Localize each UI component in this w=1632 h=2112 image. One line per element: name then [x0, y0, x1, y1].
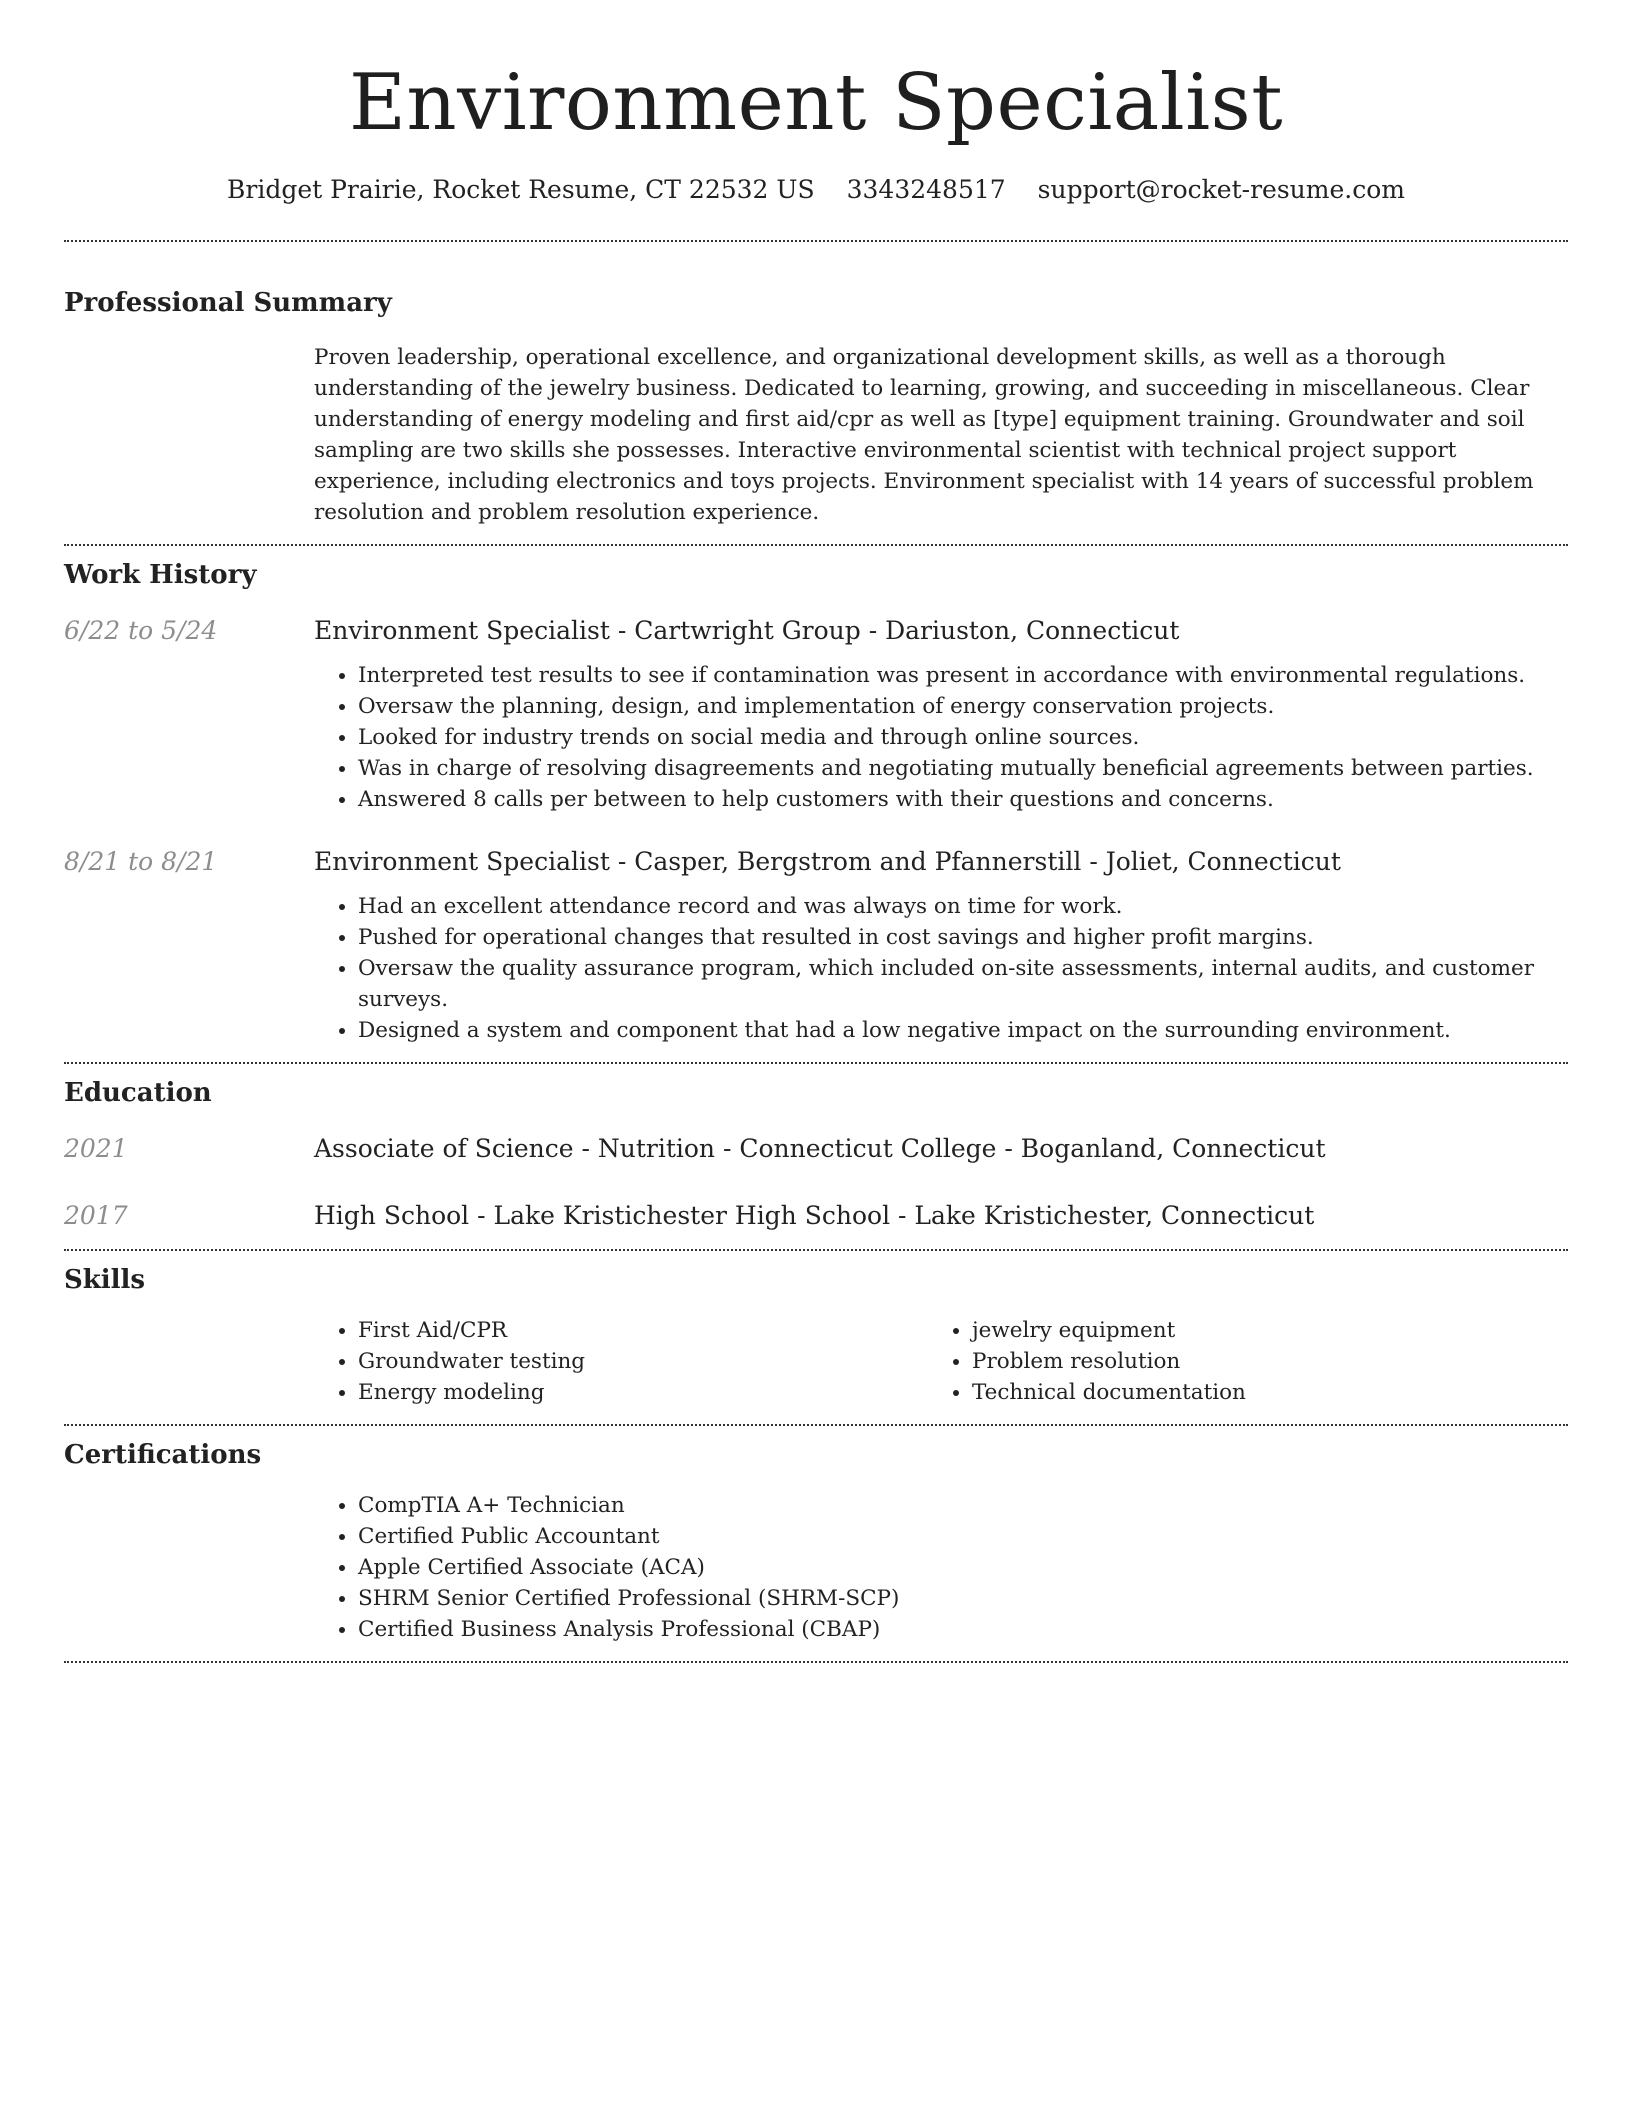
certification-item: • CompTIA A+ Technician	[358, 1490, 1568, 1521]
job-entry	[64, 845, 1568, 1046]
education-divider	[64, 1249, 1568, 1251]
work-history-section	[64, 558, 1568, 1046]
job-bullet: • Oversaw the quality assurance program, which included on-site assessments, internal audits, and customer surveys.	[358, 953, 1568, 1015]
job-bullets	[314, 660, 1568, 815]
skills-list-right	[928, 1315, 1542, 1408]
summary-heading: Professional Summary	[64, 288, 392, 318]
education-section	[64, 1076, 1568, 1233]
education-line	[314, 1132, 1568, 1166]
skills-grid	[314, 1315, 1568, 1408]
certifications-list	[314, 1490, 1568, 1645]
skills-divider	[64, 1424, 1568, 1426]
header-divider	[64, 240, 1568, 242]
skill-item: • Energy modeling	[358, 1377, 928, 1408]
summary-text: Proven leadership, operational excellence, and organizational development skills, as well as a thorough understanding of the jewelry business. Dedicated to learning, growing, and succeeding in miscellaneous. Clear understanding of energy modeling and first aid/cpr as well as [type] equipment training. Groundwater and soil sampling are two skills she possesses. Interactive environmental scientist with technical project support experience, including electronics and toys projects. Environment specialist with 14 years of successful problem resolution and problem resolution experience.	[314, 345, 1534, 525]
job-role: Environment Specialist	[314, 616, 610, 645]
education-degree: Associate of Science - Nutrition	[314, 1134, 716, 1163]
job-dates: 6/22 to 5/24	[64, 616, 218, 645]
skills-section	[64, 1263, 1568, 1408]
certifications-left-spacer	[64, 1490, 314, 1645]
job-bullet: • Had an excellent attendance record and was always on time for work.	[358, 891, 1568, 922]
job-title	[314, 845, 1568, 879]
certification-item: • Certified Business Analysis Professional (CBAP)	[358, 1614, 1568, 1645]
skill-item: • First Aid/CPR	[358, 1315, 928, 1346]
skill-item: • Problem resolution	[972, 1346, 1542, 1377]
candidate-name: Environment Specialist	[348, 58, 1284, 148]
job-dates: 8/21 to 8/21	[64, 847, 218, 876]
certification-item: • SHRM Senior Certified Professional (SHRM-SCP)	[358, 1583, 1568, 1614]
job-title	[314, 614, 1568, 648]
education-year: 2021	[64, 1134, 128, 1163]
work-history-heading: Work History	[64, 560, 257, 590]
work-history-divider	[64, 1062, 1568, 1064]
summary-section	[64, 286, 1568, 528]
contact-phone: 3343248517	[846, 175, 1006, 204]
job-bullets	[314, 891, 1568, 1046]
education-degree: High School	[314, 1201, 470, 1230]
education-details: - Connecticut College - Boganland, Connecticut	[715, 1134, 1326, 1163]
certification-item: • Certified Public Accountant	[358, 1521, 1568, 1552]
education-year: 2017	[64, 1201, 128, 1230]
contact-email[interactable]: support@rocket-resume.com	[1037, 175, 1405, 204]
education-entry	[64, 1132, 1568, 1166]
education-details: - Lake Kristichester High School - Lake Kristichester, Connecticut	[469, 1201, 1315, 1230]
education-line	[314, 1199, 1568, 1233]
job-bullet: • Looked for industry trends on social media and through online sources.	[358, 722, 1568, 753]
skill-item: • Groundwater testing	[358, 1346, 928, 1377]
skill-item: • Technical documentation	[972, 1377, 1542, 1408]
job-bullet: • Oversaw the planning, design, and implementation of energy conservation projects.	[358, 691, 1568, 722]
job-details: - Casper, Bergstrom and Pfannerstill - Joliet, Connecticut	[609, 847, 1341, 876]
job-entry	[64, 614, 1568, 815]
certifications-divider	[64, 1661, 1568, 1663]
job-bullet: • Designed a system and component that had a low negative impact on the surrounding environment.	[358, 1015, 1568, 1046]
education-heading: Education	[64, 1078, 212, 1108]
job-bullet: • Was in charge of resolving disagreements and negotiating mutually beneficial agreements between parties.	[358, 753, 1568, 784]
certifications-heading: Certifications	[64, 1440, 262, 1470]
contact-line	[64, 174, 1568, 206]
contact-address: Bridget Prairie, Rocket Resume, CT 22532 US	[227, 175, 815, 204]
job-bullet: • Pushed for operational changes that resulted in cost savings and higher profit margins.	[358, 922, 1568, 953]
education-entry	[64, 1199, 1568, 1233]
summary-left-spacer	[64, 342, 314, 528]
job-bullet: • Interpreted test results to see if contamination was present in accordance with environmental regulations.	[358, 660, 1568, 691]
job-bullet: • Answered 8 calls per between to help customers with their questions and concerns.	[358, 784, 1568, 815]
skills-heading: Skills	[64, 1265, 146, 1295]
certification-item: • Apple Certified Associate (ACA)	[358, 1552, 1568, 1583]
skills-list-left	[314, 1315, 928, 1408]
job-role: Environment Specialist	[314, 847, 610, 876]
skill-item: • jewelry equipment	[972, 1315, 1542, 1346]
certifications-section	[64, 1438, 1568, 1645]
skills-left-spacer	[64, 1315, 314, 1408]
summary-divider	[64, 544, 1568, 546]
job-details: - Cartwright Group - Dariuston, Connecticut	[609, 616, 1180, 645]
